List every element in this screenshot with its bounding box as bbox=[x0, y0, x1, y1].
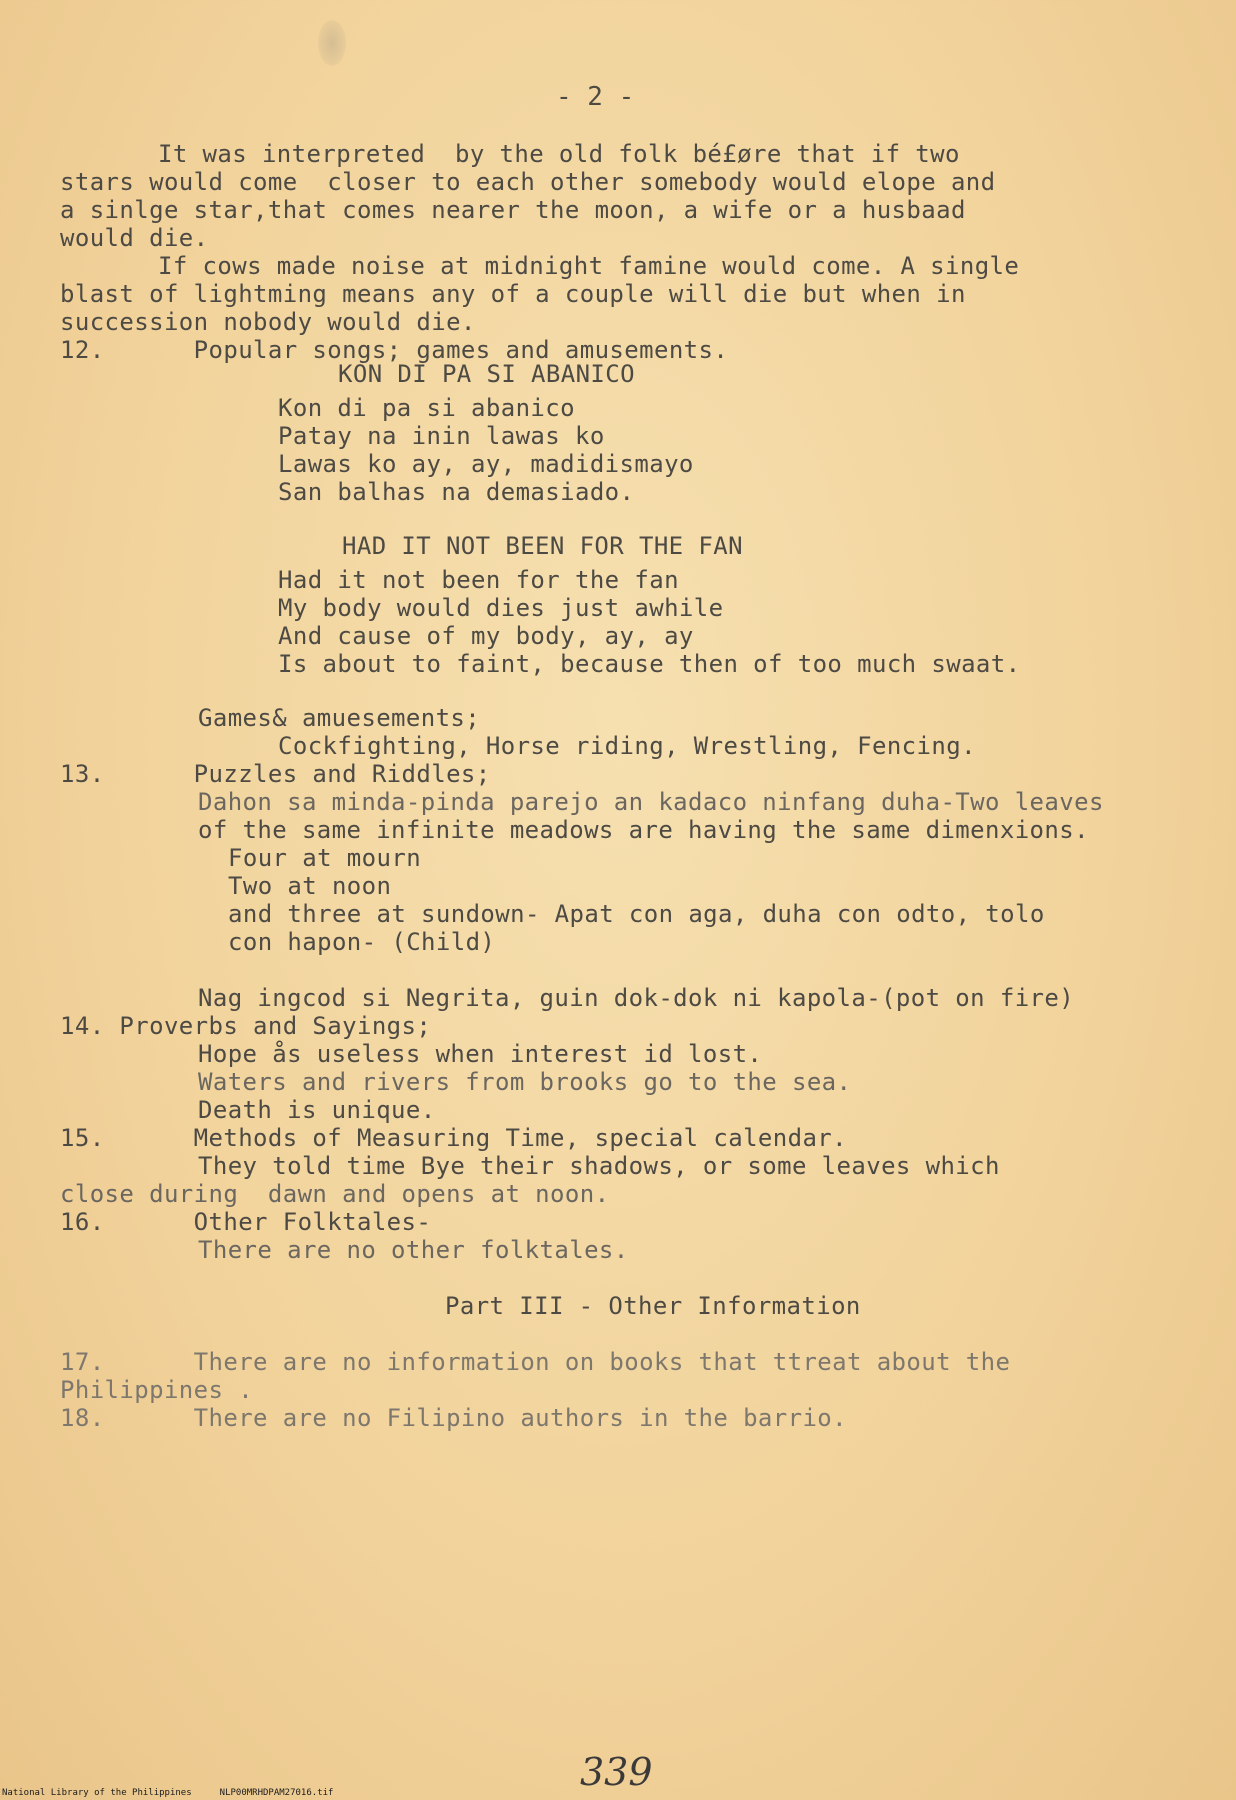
text-line: close during dawn and opens at noon. bbox=[60, 1180, 610, 1208]
section-heading: 16. Other Folktales- bbox=[60, 1208, 432, 1236]
page-number: - 2 - bbox=[556, 82, 635, 112]
text-line: Two at noon bbox=[228, 872, 392, 900]
section-heading: 12. Popular songs; games and amusements. bbox=[60, 336, 729, 364]
song-line: And cause of my body, ay, ay bbox=[278, 622, 694, 650]
text-line: of the same infinite meadows are having the same dimenxions. bbox=[198, 816, 1089, 844]
text-line: They told time Bye their shadows, or some leaves which bbox=[198, 1152, 1000, 1180]
song-title: HAD IT NOT BEEN FOR THE FAN bbox=[342, 532, 743, 560]
text-line: Four at mourn bbox=[228, 844, 422, 872]
text-line: a sinlge star,that comes nearer the moon, a wife or a husbaad bbox=[60, 196, 966, 224]
text-line: succession nobody would die. bbox=[60, 308, 476, 336]
text-line: It was interpreted by the old folk bé£øre that if two bbox=[158, 140, 960, 168]
text-line: Waters and rivers from brooks go to the sea. bbox=[198, 1068, 852, 1096]
footer-library: National Library of the Philippines bbox=[2, 1788, 192, 1798]
text-line: blast of lightming means any of a couple will die but when in bbox=[60, 280, 966, 308]
text-line: and three at sundown- Apat con aga, duha con odto, tolo bbox=[228, 900, 1045, 928]
text-line: con hapon- (Child) bbox=[228, 928, 496, 956]
section-heading: 14. Proverbs and Sayings; bbox=[60, 1012, 432, 1040]
section-heading: 15. Methods of Measuring Time, special calendar. bbox=[60, 1124, 848, 1152]
footer-filename: NLP00MRHDPAM27016.tif bbox=[219, 1788, 334, 1798]
text-line: Cockfighting, Horse riding, Wrestling, Fencing. bbox=[278, 732, 976, 760]
handwritten-page-number: 339 bbox=[580, 1750, 653, 1794]
text-line: Hope ås useless when interest id lost. bbox=[198, 1040, 763, 1068]
text-line: Dahon sa minda-pinda parejo an kadaco ninfang duha-Two leaves bbox=[198, 788, 1104, 816]
scan-footer bbox=[0, 1786, 1236, 1800]
song-line: Kon di pa si abanico bbox=[278, 394, 575, 422]
text-line: If cows made noise at midnight famine would come. A single bbox=[158, 252, 1020, 280]
text-line: There are no other folktales. bbox=[198, 1236, 629, 1264]
section-heading: 13. Puzzles and Riddles; bbox=[60, 760, 491, 788]
subheading: Games& amuesements; bbox=[198, 704, 481, 732]
section-heading: 17. There are no information on books that ttreat about the bbox=[60, 1348, 1011, 1376]
section-heading: 18. There are no Filipino authors in the barrio. bbox=[60, 1404, 848, 1432]
text-line: Philippines . bbox=[60, 1376, 254, 1404]
text-line: Nag ingcod si Negrita, guin dok-dok ni kapola-(pot on fire) bbox=[198, 984, 1075, 1012]
song-line: Lawas ko ay, ay, madidismayo bbox=[278, 450, 694, 478]
song-line: Patay na inin lawas ko bbox=[278, 422, 605, 450]
text-line: stars would come closer to each other somebody would elope and bbox=[60, 168, 996, 196]
song-line: My body would dies just awhile bbox=[278, 594, 724, 622]
text-line: would die. bbox=[60, 224, 209, 252]
part-heading: Part III - Other Information bbox=[445, 1292, 861, 1320]
song-line: Is about to faint, because then of too much swaat. bbox=[278, 650, 1021, 678]
song-line: Had it not been for the fan bbox=[278, 566, 679, 594]
song-title: KON DI PA SI ABANICO bbox=[338, 360, 635, 388]
text-line: Death is unique. bbox=[198, 1096, 436, 1124]
song-line: San balhas na demasiado. bbox=[278, 478, 635, 506]
paper-smudge bbox=[318, 20, 346, 66]
